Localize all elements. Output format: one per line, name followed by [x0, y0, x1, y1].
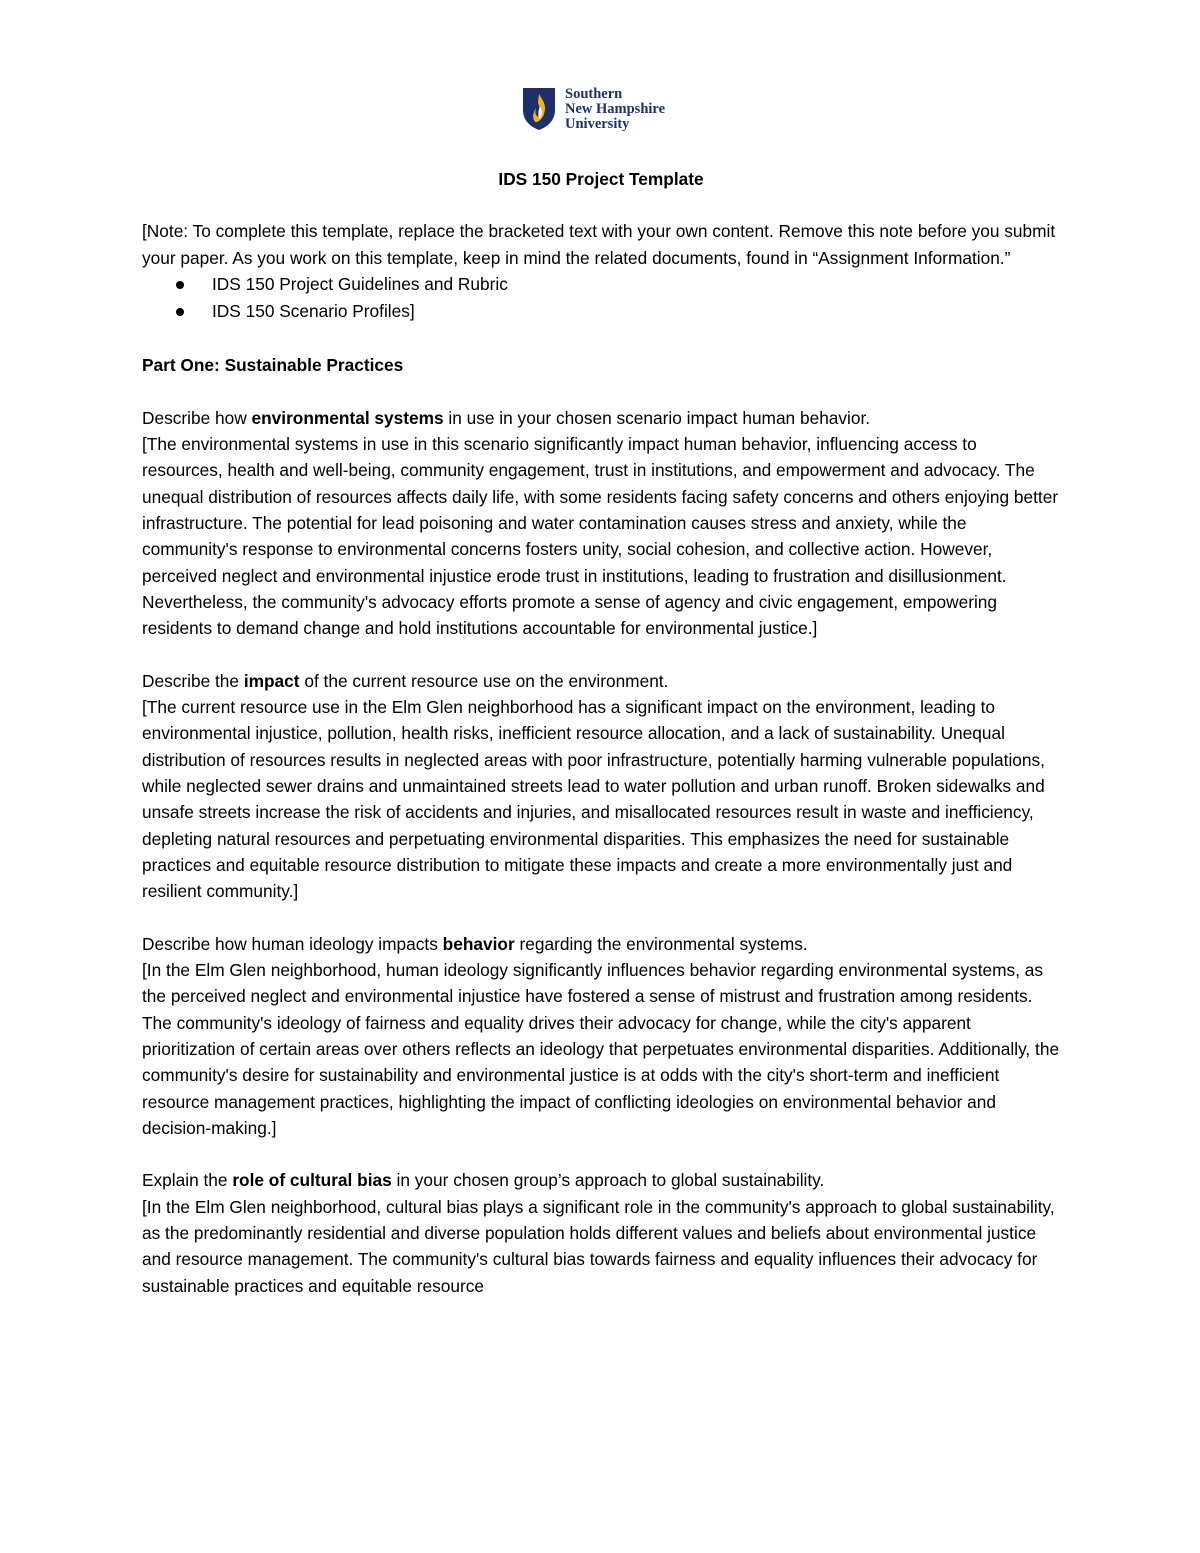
- part-one-heading: Part One: Sustainable Practices: [142, 355, 404, 376]
- prompt-keyword: impact: [243, 670, 300, 691]
- note-bullet-item: IDS 150 Project Guidelines and Rubric: [172, 271, 1060, 299]
- logo-line-1: Southern: [565, 85, 623, 102]
- document-title: IDS 150 Project Template: [498, 169, 704, 189]
- university-logo: [521, 84, 681, 134]
- prompt-keyword: behavior: [442, 933, 515, 954]
- note-bullet-item: IDS 150 Scenario Profiles]: [172, 298, 1060, 326]
- section-prompt: Describe how environmental systems in use in your chosen scenario impact human behavior.: [142, 407, 871, 428]
- shield-flame-icon: [521, 86, 557, 132]
- section-answer: [The environmental systems in use in this scenario significantly impact human behavior, influencing access to resources, health and well-being, community engagement, trust in institutions, and empowerment and advocacy. The unequal distribution of resources affects daily life, with some residents facing safety concerns and others enjoying better infrastructure. The potential for lead poisoning and water contamination causes stress and anxiety, while the community's response to environmental concerns fosters unity, social cohesion, and collective action. However, perceived neglect and environmental injustice erode trust in institutions, leading to frustration and disillusionment. Nevertheless, the community's advocacy efforts promote a sense of agency and civic engagement, empowering residents to demand change and hold institutions accountable for environmental justice.]: [142, 434, 1059, 639]
- document-body: [142, 166, 1060, 1299]
- section-answer: [In the Elm Glen neighborhood, human ideology significantly influences behavior regarding environmental systems, as the perceived neglect and environmental injustice have fostered a sense of mistrust and frustration among residents. The community's ideology of fairness and equality drives their advocacy for change, while the city's apparent prioritization of certain areas over others reflects an ideology that perpetuates environmental disparities. Additionally, the community's desire for sustainability and environmental justice is at odds with the city's short-term and inefficient resource management practices, highlighting the impact of conflicting ideologies on environmental behavior and decision-making.]: [142, 960, 1060, 1138]
- section-answer: [In the Elm Glen neighborhood, cultural bias plays a significant role in the community's approach to global sustainability, as the predominantly residential and diverse population holds different values and beliefs about environmental justice and resource management. The community's cultural bias towards fairness and equality influences their advocacy for sustainable practices and equitable resource: [142, 1196, 1055, 1296]
- logo-line-2: New Hampshire: [565, 100, 666, 117]
- logo-line-3: University: [565, 115, 630, 132]
- prompt-keyword: role of cultural bias: [232, 1170, 392, 1191]
- section-prompt: Describe how human ideology impacts behavior regarding the environmental systems.: [142, 933, 808, 954]
- prompt-keyword: environmental systems: [251, 407, 444, 428]
- template-note: [Note: To complete this template, replace the bracketed text with your own content. Remove this note before you submit your paper. As you work on this template, keep in mind the related documents, found in “Assignment Information.”: [142, 221, 1056, 268]
- section-prompt: Explain the role of cultural bias in your chosen group’s approach to global sustainability.: [142, 1170, 825, 1191]
- logo-wordmark: [565, 87, 665, 132]
- section-prompt: Describe the impact of the current resource use on the environment.: [142, 670, 669, 691]
- note-bullet-list: [142, 271, 1060, 326]
- section-answer: [The current resource use in the Elm Glen neighborhood has a significant impact on the environment, leading to environmental injustice, pollution, health risks, inefficient resource allocation, and a lack of sustainability. Unequal distribution of resources results in neglected areas with poor infrastructure, potentially harming vulnerable populations, while neglected sewer drains and unmaintained streets lead to water pollution and urban runoff. Broken sidewalks and unsafe streets increase the risk of accidents and injuries, and misallocated resources result in waste and inefficiency, depleting natural resources and perpetuating environmental disparities. This emphasizes the need for sustainable practices and equitable resource distribution to mitigate these impacts and create a more environmentally just and resilient community.]: [142, 697, 1045, 902]
